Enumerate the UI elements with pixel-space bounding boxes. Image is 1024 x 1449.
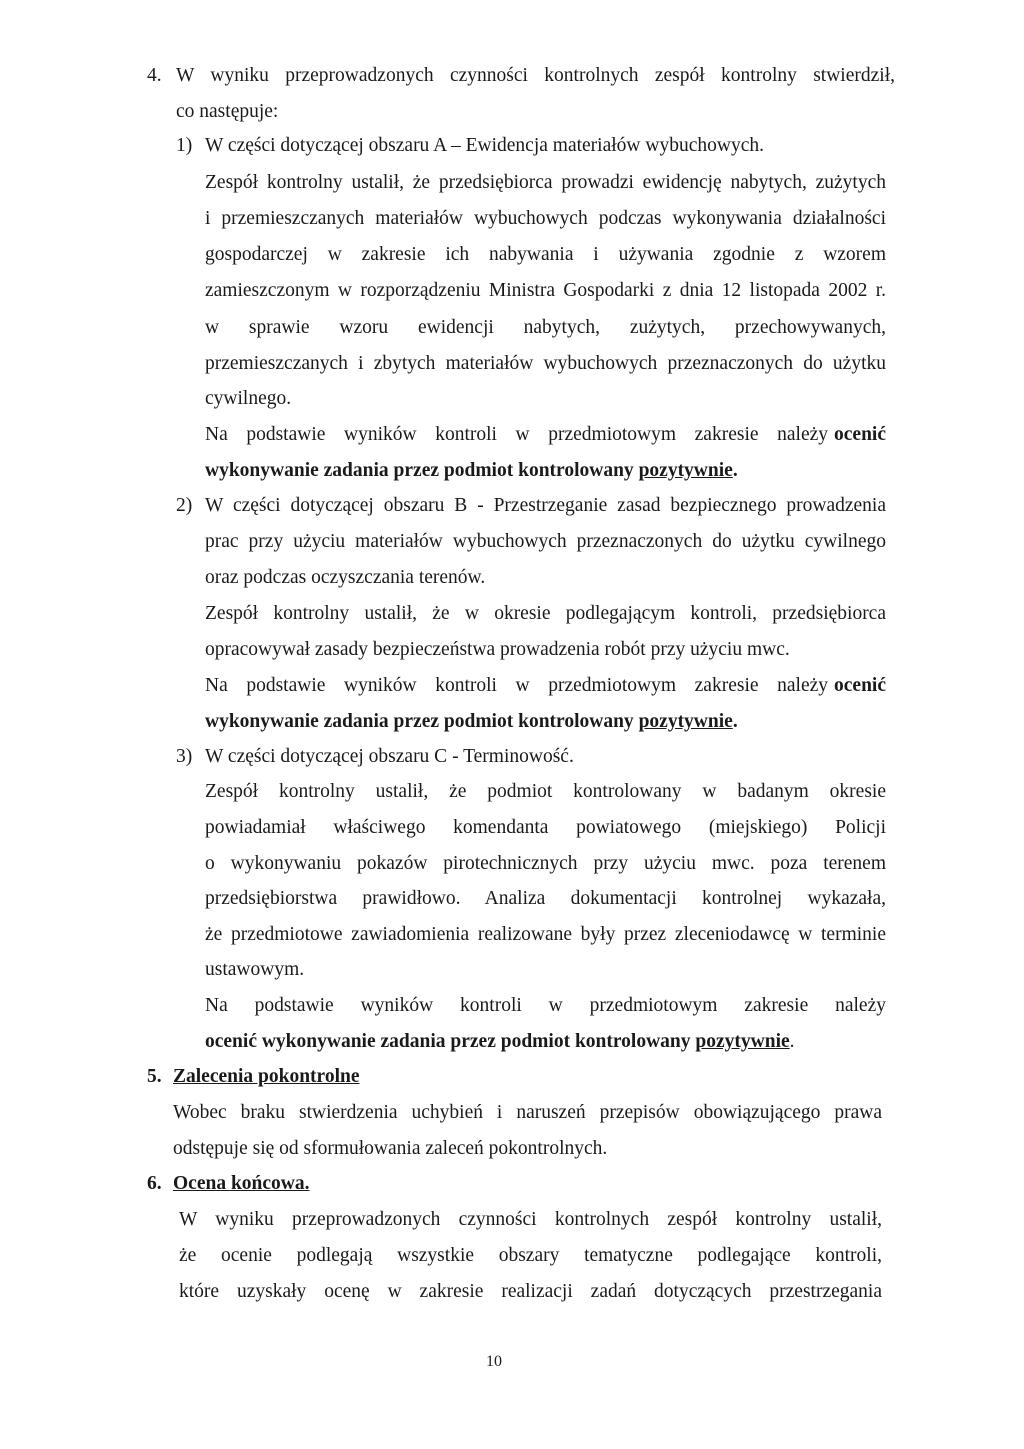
assessment-period: .	[732, 711, 738, 732]
area-a-paragraph-line: i przemieszczanych materiałów wybuchowych podczas wykonywania działalności	[205, 208, 886, 229]
section-4-number: 4.	[147, 65, 162, 86]
assessment-period: .	[732, 460, 738, 481]
assessment-subject: ocenić wykonywanie zadania przez podmiot kontrolowany	[205, 1031, 691, 1052]
area-c-paragraph-line: ustawowym.	[205, 959, 305, 980]
section-6-title: Ocena końcowa.	[173, 1173, 310, 1194]
area-a-paragraph-line: zamieszczonym w rozporządzeniu Ministra Gospodarki z dnia 12 listopada 2002 r.	[205, 280, 886, 301]
area-c-paragraph-line: o wykonywaniu pokazów pirotechnicznych przy użyciu mwc. poza terenem	[205, 853, 886, 874]
section-5-number: 5.	[147, 1066, 162, 1087]
section-4-line-1: W wyniku przeprowadzonych czynności kontrolnych zespół kontrolny stwierdził,	[176, 65, 895, 86]
area-c-paragraph-line: Zespół kontrolny ustalił, że podmiot kontrolowany w badanym okresie	[205, 781, 886, 802]
area-b-heading-line: W części dotyczącej obszaru B - Przestrzeganie zasad bezpiecznego prowadzenia	[205, 495, 886, 516]
area-c-assessment-line-1: Na podstawie wyników kontroli w przedmiotowym zakresie należy	[205, 995, 886, 1016]
area-c-number: 3)	[176, 746, 193, 767]
assessment-subject: wykonywanie zadania przez podmiot kontrolowany	[205, 460, 634, 481]
section-6-number: 6.	[147, 1173, 162, 1194]
area-b-assessment-line-2	[205, 710, 738, 734]
area-c-paragraph-line: powiadamiał właściwego komendanta powiatowego (miejskiego) Policji	[205, 817, 886, 838]
area-a-number: 1)	[176, 135, 193, 156]
section-5-paragraph-line: Wobec braku stwierdzenia uchybień i naruszeń przepisów obowiązującego prawa	[173, 1102, 882, 1123]
assessment-verb: ocenić	[834, 675, 886, 696]
area-b-assessment-line-1	[205, 674, 886, 698]
assessment-subject: wykonywanie zadania przez podmiot kontrolowany	[205, 711, 634, 732]
area-c-paragraph-line: przedsiębiorstwa prawidłowo. Analiza dokumentacji kontrolnej wykazała,	[205, 888, 886, 909]
area-b-paragraph-line: opracowywał zasady bezpieczeństwa prowadzenia robót przy użyciu mwc.	[205, 639, 790, 660]
area-c-assessment-line-2	[205, 1030, 795, 1054]
page-number: 10	[486, 1353, 502, 1370]
section-6-paragraph-line: że ocenie podlegają wszystkie obszary tematyczne podlegające kontroli,	[179, 1245, 882, 1266]
area-a-paragraph-line: Zespół kontrolny ustalił, że przedsiębiorca prowadzi ewidencję nabytych, zużytych	[205, 172, 886, 193]
area-a-assessment-line-2	[205, 459, 738, 483]
area-c-paragraph-line: że przedmiotowe zawiadomienia realizowane były przez zleceniodawcę w terminie	[205, 924, 886, 945]
area-a-paragraph-line: gospodarczej w zakresie ich nabywania i używania zgodnie z wzorem	[205, 244, 886, 265]
area-a-paragraph-line: w sprawie wzoru ewidencji nabytych, zużytych, przechowywanych,	[205, 317, 886, 338]
assessment-period: .	[789, 1031, 795, 1052]
section-6-paragraph-line: które uzyskały ocenę w zakresie realizacji zadań dotyczących przestrzegania	[179, 1281, 882, 1302]
area-a-heading: W części dotyczącej obszaru A – Ewidencja materiałów wybuchowych.	[205, 135, 764, 156]
area-a-paragraph-line: cywilnego.	[205, 388, 292, 409]
area-b-number: 2)	[176, 495, 193, 516]
assessment-result: pozytywnie	[638, 711, 733, 732]
assessment-result: pozytywnie	[638, 460, 733, 481]
area-b-paragraph-line: Zespół kontrolny ustalił, że w okresie podlegającym kontroli, przedsiębiorca	[205, 603, 886, 624]
assessment-result: pozytywnie	[695, 1031, 790, 1052]
section-4-line-2: co następuje:	[176, 101, 279, 122]
area-c-heading: W części dotyczącej obszaru C - Terminowość.	[205, 746, 574, 767]
area-b-heading-line: prac przy użyciu materiałów wybuchowych przeznaczonych do użytku cywilnego	[205, 531, 886, 552]
section-6-paragraph-line: W wyniku przeprowadzonych czynności kontrolnych zespół kontrolny ustalił,	[179, 1209, 882, 1230]
assessment-verb: ocenić	[834, 424, 886, 445]
section-5-title: Zalecenia pokontrolne	[173, 1066, 360, 1087]
assessment-intro: Na podstawie wyników kontroli w przedmiotowym zakresie należy	[205, 675, 829, 696]
assessment-intro: Na podstawie wyników kontroli w przedmiotowym zakresie należy	[205, 424, 829, 445]
area-a-paragraph-line: przemieszczanych i zbytych materiałów wybuchowych przeznaczonych do użytku	[205, 353, 886, 374]
area-a-assessment-line-1	[205, 423, 886, 447]
section-5-paragraph-line: odstępuje się od sformułowania zaleceń pokontrolnych.	[173, 1138, 608, 1159]
area-b-heading-line: oraz podczas oczyszczania terenów.	[205, 567, 486, 588]
